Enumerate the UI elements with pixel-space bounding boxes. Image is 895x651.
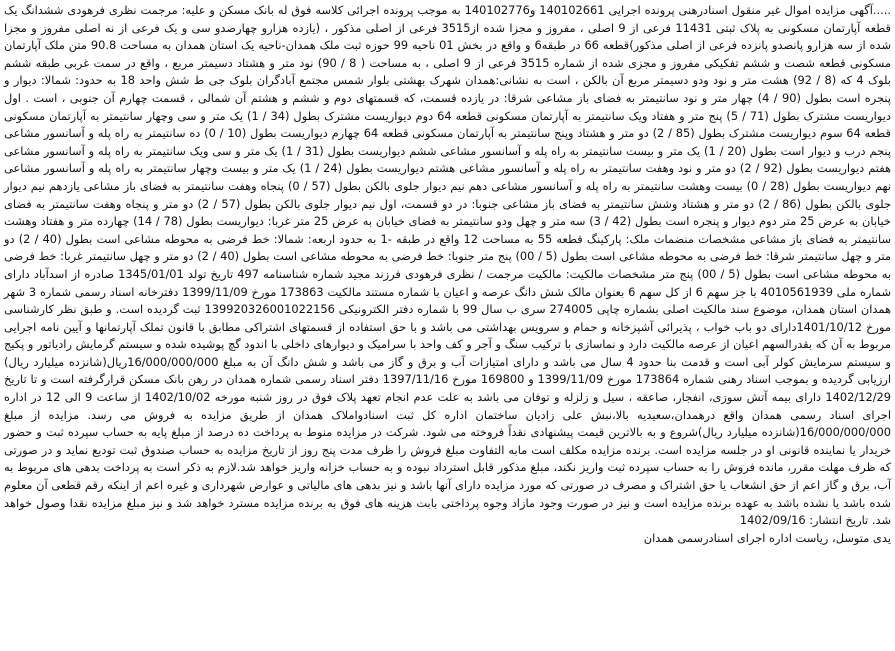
notice-body: .....آگهی مزایده اموال غیر منقول اسنادرهنی پرونده اجرایی 140102661 و140102776 به موجب پرونده اجرائی کلاسه فوق له بانک مسکن و علیه: مرجمت نظری فرهودی ششدانگ یک قطعه آپارتمان مسکونی به پلاک ثبتی 11431 فرعی از 9 اصلی ، مفروز و مجزا شده از3515 فرعی از اصلی مذکور ، (یازده هزارو چهارصدو سی و یک فرعی از نه اصلی مفروز و مجزا شده از سه هزارو پانصدو پانزده فرعی از اصلی مذکور)قطعه 66 در طبقه6 و واقع در بخش 01 ناحیه 99 حوزه ثبت ملک همدان-ناحیه یک استان همدان به مساحت 90.8 متن ملک آپارتمان مسکونی قطعه شصت و ششم تفکیکی مفروز و مجزی شده از شماره 3515 فرعی از 9 اصلی ، به مساحت ( 8 / 90) نود متر و هشتاد دسیمتر مربع ، واقع در سمت غربی طبقه ششم بلوک 4 که (8 / 92) هشت متر و نود ودو دسیمتر مربع آن بالکن ، است به نشانی:همدان شهرک بهشتی بلوار شمس مجتمع آبادگران بلوک جی ط شش واحد 18 به حدود: شمالا: دیوار و پنجره است بطول (90 / 4) چهار متر و نود سانتیمتر به فضای باز مشاعی شرقا: در یازده قسمت، که قسمتهای دوم و ششم و هشتم آن شمالی ، قسمت چهارم آن جنوبی ، است . اول دیواریست مشترک بطول (71 / 5) پنج متر و هفتاد ویک سانتیمتر به آپارتمان مسکونی قطعه 64 دوم دیواریست مشترک بطول (34 / 1) یک متر و سی وچهار سانتیمتر به آپارتمان مسکونی قطعه 64 سوم دیواریست مشترک بطول (85 / 2) دو متر و هشتاد وپنج سانتیمتر به آپارتمان مسکونی قطعه 64 چهارم دیواریست بطول (10 / 0) ده سانتیمتر به راه پله و آسانسور مشاعی پنجم درب و دیوار است بطول (20 / 1) یک متر و بیست سانتیمتر به راه پله و آسانسور مشاعی ششم دیواریست بطول (31 / 1) یک متر و سی ویک سانتیمتر به راه پله و آسانسور مشاعی هفتم دیواریست بطول (92 / 2) دو متر و نود وهفت سانتیمتر به راه پله و آسانسور مشاعی هشتم دیواریست بطول (24 / 1) یک متر و بیست وچهار سانتیمتر به راه پله و آسانسور مشاعی نهم دیواریست بطول (28 / 0) بیست وهشت سانتیمتر به راه پله و آسانسور مشاعی دهم نیم دیوار جلوی بالکن بطول (57 / 0) پنجاه وهفت سانتیمتر به فضای باز مشاعی یازدهم نیم دیوار جلوی بالکن بطول (86 / 2) دو متر و هشتاد وشش سانتیمتر به فضای باز مشاعی جنوبا: در دو قسمت، اول نیم دیوار جلوی بالکن بطول (57 / 2) دو متر و پنجاه وهفت سانتیمتر به فضای خیابان به عرض 25 متر دوم دیوار و پنجره است بطول (42 / 3) سه متر و چهل ودو سانتیمتر به فضای خیابان به عرض 25 متر غربا: دیواریست بطول (78 / 14) چهارده متر و هفتاد وهشت سانتیمتر به فضای باز مشاعی مشخصات منضمات ملک: پارکینگ قطعه 55 به مساحت 12 واقع در طبقه -1 به حدود اربعه: شمالا: خط فرضی به محوطه مشاعی است بطول (40 / 2) دو متر و چهل سانتیمتر شرقا: خط فرضی به محوطه مشاعی است بطول (5 / 00) پنج متر جنوبا: خط فرضی به محوطه مشاعی است بطول (40 / 2) دو متر و چهل سانتیمتر غربا: خط فرضی به محوطه مشاعی است بطول (5 / 00) پنج متر مشخصات مالکیت: مالکیت مرجمت / نظری فرهودی فرزند مجید شماره شناسنامه 497 تاریخ تولد 1345/01/01 صادره از اسدآباد دارای شماره ملی 4010561939 با جز سهم 6 از کل سهم 6 بعنوان مالک شش دانگ عرصه و اعیان با شماره مستند مالکیت 173863 مورخ 1399/11/09 دفترخانه اسناد رسمی شماره 3 شهر همدان استان همدان، موضوع سند مالکیت اصلی بشماره چاپی 274005 سری ب سال 99 با شماره دفتر الکترونیکی 139920326001022156 ثبت گردیده است. و طبق نظر کارشناسی مورخ 1401/10/12دارای دو باب خواب ، پذیرائی آشپزخانه و حمام و سرویس بهداشتی می باشد و با حق استفاده از قسمتهای اشتراکی مطابق با قانون تملک آپارتمانها و آیین نامه اجرایی مربوط به آن که بقدرالسهم اعیان از عرصه مالکیت دارد و نماسازی با ترکیب سنگ و آجر و کف واحد با سرامیک و دیوارهای داخلی با اندود گچ پوشیده شده و سیستم گرمایش رادیاتور و پکیج و سیستم سرمایش کولر آبی است و قدمت بنا حدود 4 سال می باشد و دارای امتیازات آب و برق و گاز می باشد و شش دانگ آن به مبلغ 16/000/000/000ریال(شانزده میلیارد ریال) ارزیابی گردیده و بموجب اسناد رهنی شماره 173864 مورخ 1399/11/09 و 169800 مورخ 1397/11/16 دفتر اسناد رسمی شماره همدان در رهن بانک مسکن قرارگرفته است و تا تاریخ 1402/12/29 دارای بیمه آتش سوزی، انفجار، صاعقه ، سیل و زلزله و توفان می باشد به علت عدم انجام تعهد پلاک فوق در روز شنبه مورخه 1402/10/02 از ساعت 9 الی 12 در اداره اجرای اسناد رسمی همدان واقع درهمدان،سعیدیه بالا،نبش علی زادیان ساختمان اداره کل ثبت اسنادواملاک همدان از طریق مزایده به فروش می رسد. مزایده از مبلغ 16/000/000/000(شانزده میلیارد ریال)شروع و به بالاترین قیمت پیشنهادی نقداً فروخته می شود. شرکت در مزایده منوط به پرداخت ده درصد از مبلغ پایه به حساب سپرده ثبت و حضور خریدار یا نماینده قانونی او در جلسه مزایده است. برنده مزایده مکلف است مابه التفاوت مبلغ فروش را ظرف مدت پنج روز از تاریخ مزایده به حساب صندوق ثبت تودیع نماید و در صورتی که ظرف مهلت مقرر، مانده فروش را به حساب سپرده ثبت واریز نکند، مبلغ مذکور قابل استرداد نبوده و به حساب خزانه واریز خواهد شد.لازم به ذکر است به پرداخت بدهی های مربوط به آب، برق و گاز اعم از حق انشعاب یا حق اشتراک و مصرف در صورتی که مورد مزایده دارای آنها باشد و نیز بدهی های مالیاتی و عوارض شهرداری و غیره اعم از اینکه رقم قطعی آن معلوم شده باشد یا نشده باشد به عهده برنده مزایده است و نیز در صورت وجود مازاد وجوه پرداختی بابت هزینه های فوق به برنده مزایده مسترد خواهد شد و نیز مبلغ مزایده نقدا وصول خواهد شد. تاریخ انتشار: 1402/09/16 — [4, 3, 892, 528]
notice-signature: یدی متوسل، ریاست اداره اجرای اسنادرسمی همدان — [643, 530, 891, 545]
auction-notice — [4, 2, 891, 647]
